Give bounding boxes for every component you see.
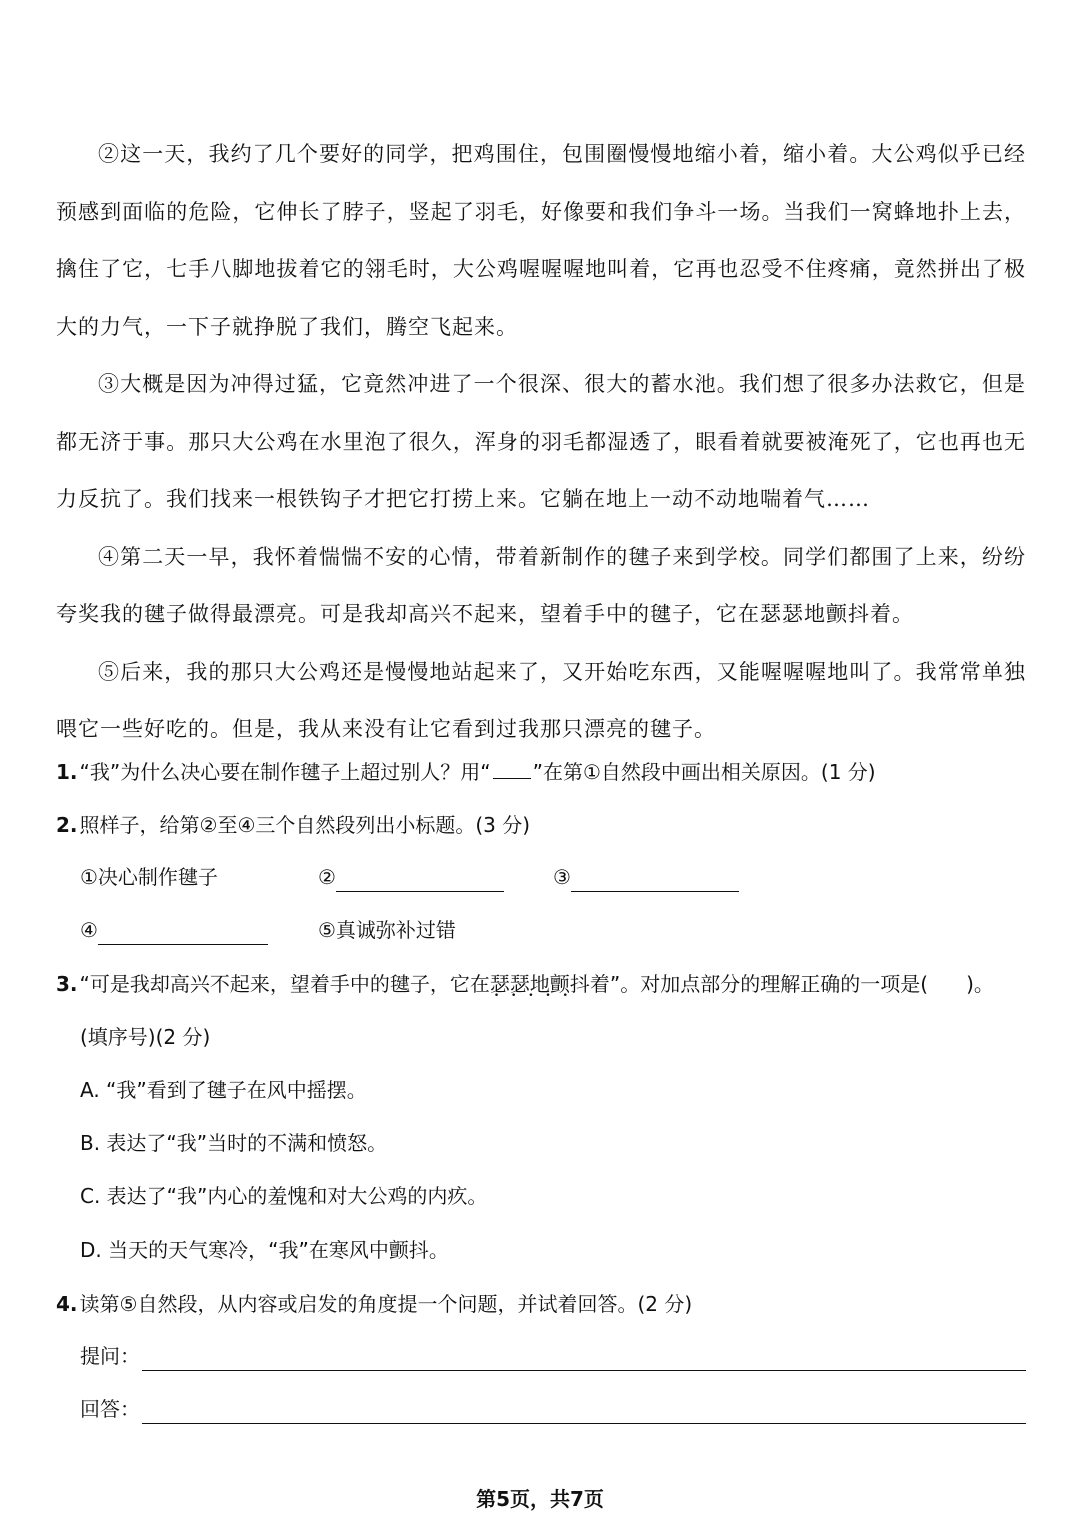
page-footer: 第5页，共7页 xyxy=(476,1487,604,1511)
heading-blank-4[interactable] xyxy=(98,922,268,945)
heading-item-1: ①决心制作毽子 xyxy=(80,865,218,889)
ask-label: 提问： xyxy=(80,1344,140,1368)
option-c: C. 表达了“我”内心的羞愧和对大公鸡的内疚。 xyxy=(80,1184,488,1208)
ask-answer-line[interactable] xyxy=(142,1346,1026,1371)
heading-blank-2[interactable] xyxy=(336,869,504,892)
question-text: 照样子，给第②至④三个自然段列出小标题。(3 分) xyxy=(79,813,531,837)
question-number: 3. xyxy=(56,972,78,996)
heading-item-4 xyxy=(80,915,268,945)
paragraph-2: ②这一天，我约了几个要好的同学，把鸡围住，包围圈慢慢地缩小着，缩小着。大公鸡似乎已经预感到面临的危险，它伸长了脖子，竖起了羽毛，好像要和我们争斗一场。当我们一窝蜂地扑上去，擒住了它，七手八脚地拔着它的翎毛时，大公鸡喔喔喔地叫着，它再也忍受不住疼痛，竟然拼出了极大的力气，一下子就挣脱了我们，腾空飞起来。 xyxy=(56,142,1026,339)
heading-label: ③ xyxy=(553,865,571,889)
paragraph-3: ③大概是因为冲得过猛，它竟然冲进了一个很深、很大的蓄水池。我们想了很多办法救它，但是都无济于事。那只大公鸡在水里泡了很久，浑身的羽毛都湿透了，眼看着就要被淹死了，它也再也无力反抗了。我们找来一根铁钩子才把它打捞上来。它躺在地上一动不动地喘着气…… xyxy=(56,372,1026,511)
question-number: 2. xyxy=(56,813,78,837)
question-text: “可是我却高兴不起来，望着手中的毽子，它在 xyxy=(79,972,490,996)
question-3-note: (填序号)(2 分) xyxy=(80,1025,211,1049)
question-text: “我”为什么决心要在制作毽子上超过别人？用“ xyxy=(79,760,491,784)
option-a: A. “我”看到了毽子在风中摇摆。 xyxy=(80,1078,367,1102)
question-text: ”在第①自然段中画出相关原因。(1 分) xyxy=(532,760,876,784)
question-text: )。 xyxy=(966,972,994,996)
question-4 xyxy=(56,1289,1036,1319)
heading-item-2 xyxy=(318,862,504,892)
heading-label: ② xyxy=(318,865,336,889)
question-1 xyxy=(56,757,1036,787)
heading-label: ④ xyxy=(80,918,98,942)
question-2 xyxy=(56,810,1036,840)
underline-sample xyxy=(493,758,531,779)
question-number: 1. xyxy=(56,760,78,784)
question-text: 着”。对加点部分的理解正确的一项是( xyxy=(589,972,929,996)
question-3 xyxy=(56,969,1036,999)
paragraph-4: ④第二天一早，我怀着惴惴不安的心情，带着新制作的毽子来到学校。同学们都围了上来，纷纷夸奖我的毽子做得最漂亮。可是我却高兴不起来，望着手中的毽子，它在瑟瑟地颤抖着。 xyxy=(56,544,1026,626)
question-text: 读第⑤自然段，从内容或启发的角度提一个问题，并试着回答。(2 分) xyxy=(79,1292,693,1316)
answer-line[interactable] xyxy=(142,1399,1026,1424)
reading-passage xyxy=(56,126,1026,759)
heading-blank-3[interactable] xyxy=(571,869,739,892)
paragraph-5: ⑤后来，我的那只大公鸡还是慢慢地站起来了，又开始吃东西，又能喔喔喔地叫了。我常常单独喂它一些好吃的。但是，我从来没有让它看到过我那只漂亮的毽子。 xyxy=(56,659,1026,741)
heading-item-3 xyxy=(553,862,739,892)
answer-label: 回答： xyxy=(80,1397,140,1421)
ask-row xyxy=(80,1341,1026,1371)
option-d: D. 当天的天气寒冷，“我”在寒风中颤抖。 xyxy=(80,1238,449,1262)
heading-item-5: ⑤真诚弥补过错 xyxy=(318,918,456,942)
option-b: B. 表达了“我”当时的不满和愤怒。 xyxy=(80,1131,388,1155)
answer-row xyxy=(80,1394,1026,1424)
question-number: 4. xyxy=(56,1292,78,1316)
dotted-phrase: 瑟瑟地颤抖 • • • xyxy=(490,969,590,999)
